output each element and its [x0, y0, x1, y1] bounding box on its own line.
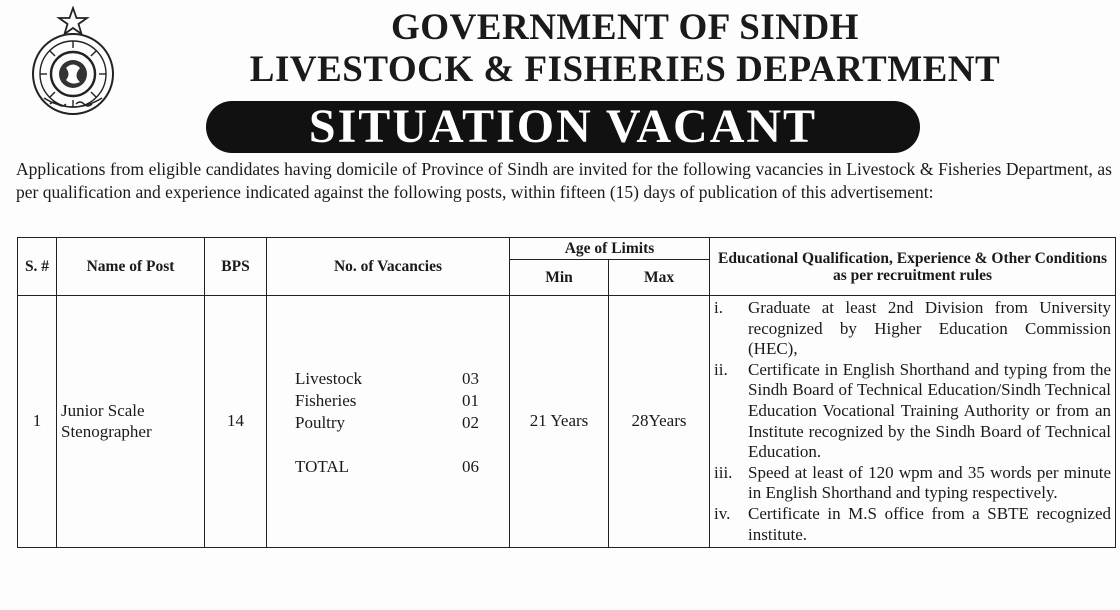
row-bps: 14 — [205, 296, 267, 548]
vacancy-count: 01 — [462, 390, 479, 410]
vacancies-table — [17, 237, 1116, 548]
header-age-min: Min — [510, 260, 609, 296]
header-bps: BPS — [205, 238, 267, 296]
qualification-item — [714, 298, 1111, 360]
vacancy-livestock — [295, 368, 479, 390]
vacancy-fisheries — [295, 390, 479, 412]
header-post: Name of Post — [57, 238, 205, 296]
situation-vacant-banner — [206, 101, 920, 153]
qualification-text: Graduate at least 2nd Division from University recognized by Higher Education Commission (HEC), — [748, 298, 1112, 359]
qualification-number: i. — [714, 298, 723, 317]
vacancy-total — [295, 456, 479, 478]
qualification-number: ii. — [714, 359, 728, 379]
header-department-title: LIVESTOCK & FISHERIES DEPARTMENT — [249, 49, 1001, 90]
total-count: 06 — [462, 456, 479, 476]
qualification-number: iii. — [714, 462, 733, 482]
table-row — [18, 296, 1116, 548]
qualification-item — [714, 360, 1111, 463]
vacancy-poultry — [295, 412, 479, 434]
vacancy-label: Livestock — [295, 368, 363, 388]
header-age-max: Max — [609, 260, 710, 296]
row-sno: 1 — [18, 296, 57, 548]
qualification-number: iv. — [714, 503, 731, 523]
header-government-title: GOVERNMENT OF SINDH — [391, 7, 859, 48]
qualification-text: Certificate in M.S office from a SBTE recognized institute. — [748, 503, 1112, 544]
vacancy-count: 02 — [462, 412, 479, 432]
sindh-government-emblem — [14, 6, 132, 118]
star-icon — [59, 8, 87, 34]
header-qualification: Educational Qualification, Experience & Other Conditions as per recruitment rules — [710, 238, 1116, 296]
row-max-age: 28Years — [609, 296, 710, 548]
header-vacancies: No. of Vacancies — [267, 238, 510, 296]
qualification-text: Certificate in English Shorthand and typing from the Sindh Board of Technical Education/Sindh Technical Education Vocational Training Authority or from an Institute recognized by the Sindh Board of Technical Education. — [748, 359, 1112, 462]
row-min-age: 21 Years — [510, 296, 609, 548]
qualification-item — [714, 504, 1111, 545]
vacancy-count: 03 — [462, 368, 479, 388]
header-age-limits: Age of Limits — [510, 238, 710, 260]
row-post-name: Junior Scale Stenographer — [57, 296, 205, 548]
banner-text: SITUATION VACANT — [308, 100, 818, 153]
qualification-item — [714, 463, 1111, 504]
vacancy-label: Poultry — [295, 412, 346, 432]
row-vacancies — [267, 296, 510, 548]
total-label: TOTAL — [295, 456, 350, 476]
intro-paragraph: Applications from eligible candidates having domicile of Province of Sindh are invited for the following vacancies in Livestock & Fisheries Department, as per qualification and experience indicated against the following posts, within fifteen (15) days of publication of this advertisement: — [16, 159, 1112, 202]
header-sno: S. # — [18, 238, 57, 296]
qualification-text: Speed at least of 120 wpm and 35 words per minute in English Shorthand and typing respectively. — [748, 462, 1112, 503]
vacancy-label: Fisheries — [295, 390, 357, 410]
row-qualifications — [710, 296, 1116, 548]
